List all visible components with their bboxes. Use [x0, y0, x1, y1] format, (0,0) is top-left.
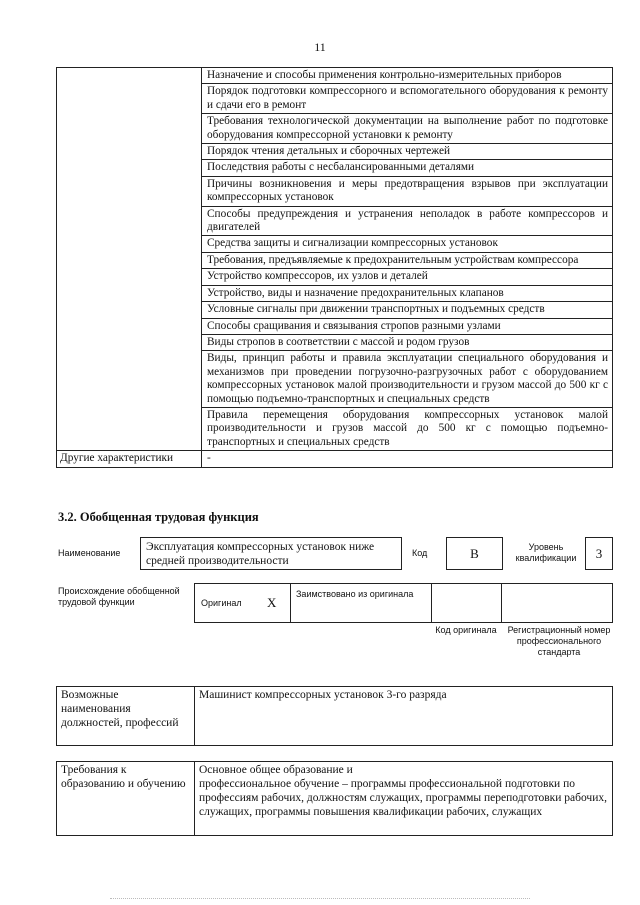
knowledge-item: Требования технологической документации на выполнение работ по подготовке оборудования компрессорной установки к ремонту: [202, 114, 613, 144]
table-row: [57, 68, 613, 84]
knowledge-item: Средства защиты и сигнализации компрессорных установок: [202, 236, 613, 252]
reg-number-label: Регистрационный номер профессионального стандарта: [507, 625, 611, 657]
borrowed-cell: [291, 584, 432, 622]
reg-number-cell: [502, 584, 612, 622]
education-line: профессиональное обучение – программы профессиональной подготовки по профессиям рабочих, должностям служащих, программы переподготовки рабочих, служащих, программы повышения квалификации рабочих, служащих: [199, 778, 607, 818]
knowledge-item: Требования, предъявляемые к предохранительным устройствам компрессора: [202, 252, 613, 268]
empty-left-cell: [57, 68, 202, 451]
positions-value: Машинист компрессорных установок 3-го разряда: [195, 687, 613, 746]
other-characteristics-value: -: [202, 451, 613, 467]
code-original-label: Код оригинала: [435, 625, 497, 635]
borrowed-label: Заимствовано из оригинала: [296, 589, 414, 599]
qualification-level-box: 3: [585, 537, 613, 570]
education-table: [56, 761, 613, 836]
knowledge-item: Устройство, виды и назначение предохранительных клапанов: [202, 285, 613, 301]
knowledge-item: Порядок чтения детальных и сборочных чертежей: [202, 144, 613, 160]
original-cell: [195, 584, 291, 622]
page-number: 11: [314, 40, 326, 54]
knowledge-item: Порядок подготовки компрессорного и вспомогательного оборудования к ремонту и сдачи его в ремонт: [202, 84, 613, 114]
education-line: Основное общее образование и: [199, 764, 353, 776]
function-name-box: Эксплуатация компрессорных установок ниже средней производительности: [140, 537, 402, 570]
original-mark: Х: [267, 595, 277, 610]
knowledge-item: Причины возникновения и меры предотвращения взрывов при эксплуатации компрессорных установок: [202, 176, 613, 206]
knowledge-item: Виды стропов в соответствии с массой и родом грузов: [202, 334, 613, 350]
other-characteristics-label: Другие характеристики: [57, 451, 202, 467]
positions-label: Возможные наименования должностей, профессий: [57, 687, 195, 746]
knowledge-item: Правила перемещения оборудования компрессорных установок малой производительности и грузов массой до 500 кг с помощью подъемно-транспортных и специальных средств: [202, 407, 613, 450]
section-title: 3.2. Обобщенная трудовая функция: [58, 510, 259, 524]
positions-table: [56, 686, 613, 746]
table-row: [57, 451, 613, 467]
table-row: [57, 762, 613, 836]
code-label: Код: [412, 548, 428, 558]
knowledge-item: Условные сигналы при движении транспортных и подъемных средств: [202, 302, 613, 318]
code-original-cell: [432, 584, 502, 622]
education-value: [195, 762, 613, 836]
scan-artifact-line: [110, 898, 530, 900]
function-code-box: В: [446, 537, 503, 570]
knowledge-item: Устройство компрессоров, их узлов и деталей: [202, 269, 613, 285]
education-label: Требования к образованию и обучению: [57, 762, 195, 836]
origin-row: [194, 583, 613, 623]
knowledge-item: Способы предупреждения и устранения неполадок в работе компрессоров и двигателей: [202, 206, 613, 236]
knowledge-table: [56, 67, 613, 468]
knowledge-item: Назначение и способы применения контрольно-измерительных приборов: [202, 68, 613, 84]
table-row: [57, 687, 613, 746]
knowledge-item: Последствия работы с несбалансированными деталями: [202, 160, 613, 176]
original-label: Оригинал: [201, 598, 242, 608]
level-label: Уровень квалификации: [515, 542, 577, 563]
knowledge-item: Способы сращивания и связывания стропов разными узлами: [202, 318, 613, 334]
knowledge-item: Виды, принцип работы и правила эксплуатации специального оборудования и механизмов при проведении погрузочно-разгрузочных работ с оборудованием компрессорных установок малой производительности и грузом массой до 500 кг с помощью подъемно-транспортных и специальных средств: [202, 351, 613, 408]
origin-label: Происхождение обобщенной трудовой функции: [58, 586, 180, 607]
name-label: Наименование: [58, 548, 121, 558]
